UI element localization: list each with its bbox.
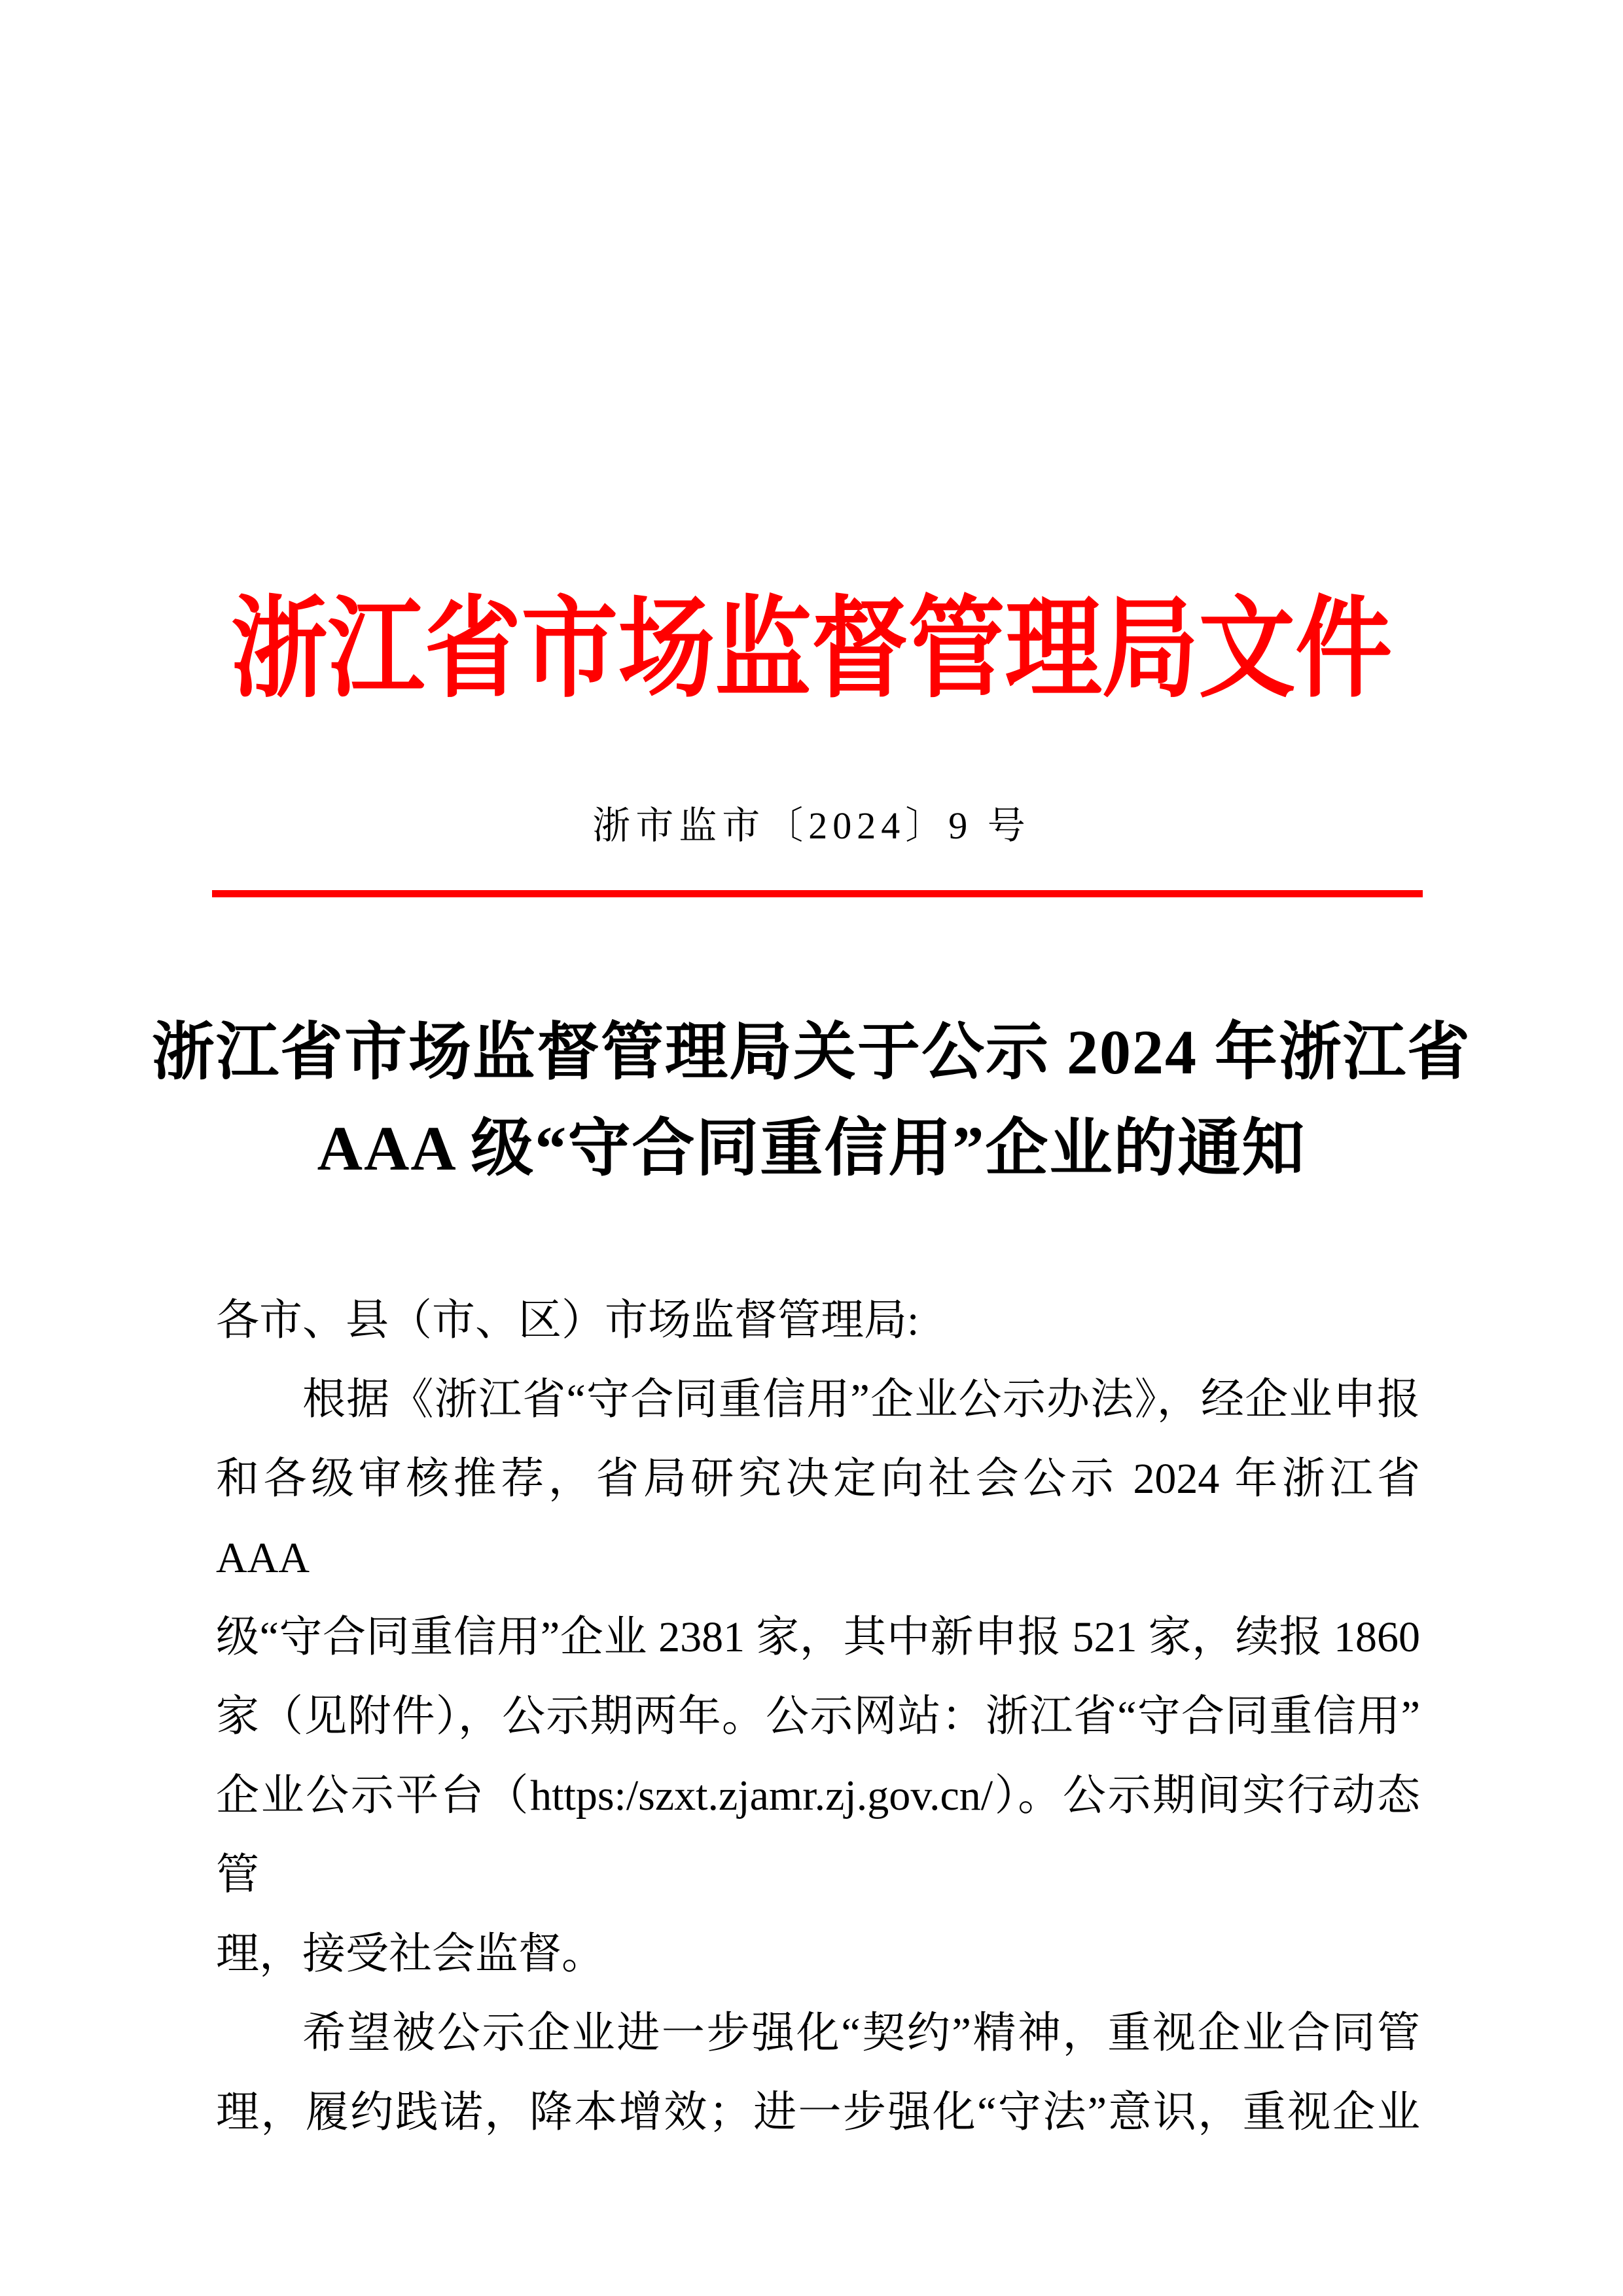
document-number: 浙市监市〔2024〕9 号: [592, 804, 1031, 847]
body-line: 理，接受社会监督。: [216, 1930, 605, 1978]
document-body: [216, 1281, 1420, 2152]
letterhead-org-title-text: 浙江省市场监督管理局文件: [230, 589, 1393, 711]
body-line: 企业公示平台（https:/szxt.zjamr.zj.gov.cn/）。公示期间实行动态管: [216, 1772, 1420, 1899]
document-title: [0, 1004, 1623, 1196]
red-divider-rule: [212, 890, 1423, 897]
salutation-line: 各市、县（市、区）市场监督管理局:: [216, 1297, 919, 1344]
body-line: 理，履约践诺，降本增效；进一步强化“守法”意识，重视企业: [216, 2089, 1420, 2136]
body-line: 和各级审核推荐，省局研究决定向社会公示 2024 年浙江省 AAA: [216, 1455, 1420, 1582]
body-line: 希望被公示企业进一步强化“契约”精神，重视企业合同管: [302, 2009, 1420, 2057]
body-line: 根据《浙江省“守合同重信用”企业公示办法》，经企业申报: [302, 1376, 1420, 1424]
body-line: 级“守合同重信用”企业 2381 家，其中新申报 521 家，续报 1860: [216, 1613, 1420, 1661]
document-title-line-1: 浙江省市场监督管理局关于公示 2024 年浙江省: [152, 1017, 1471, 1087]
letterhead-org-title: [0, 575, 1623, 725]
body-line: 家（见附件），公示期两年。公示网站：浙江省“守合同重信用”: [216, 1693, 1420, 1740]
document-title-line-2: AAA 级“守合同重信用”企业的通知: [317, 1113, 1306, 1183]
